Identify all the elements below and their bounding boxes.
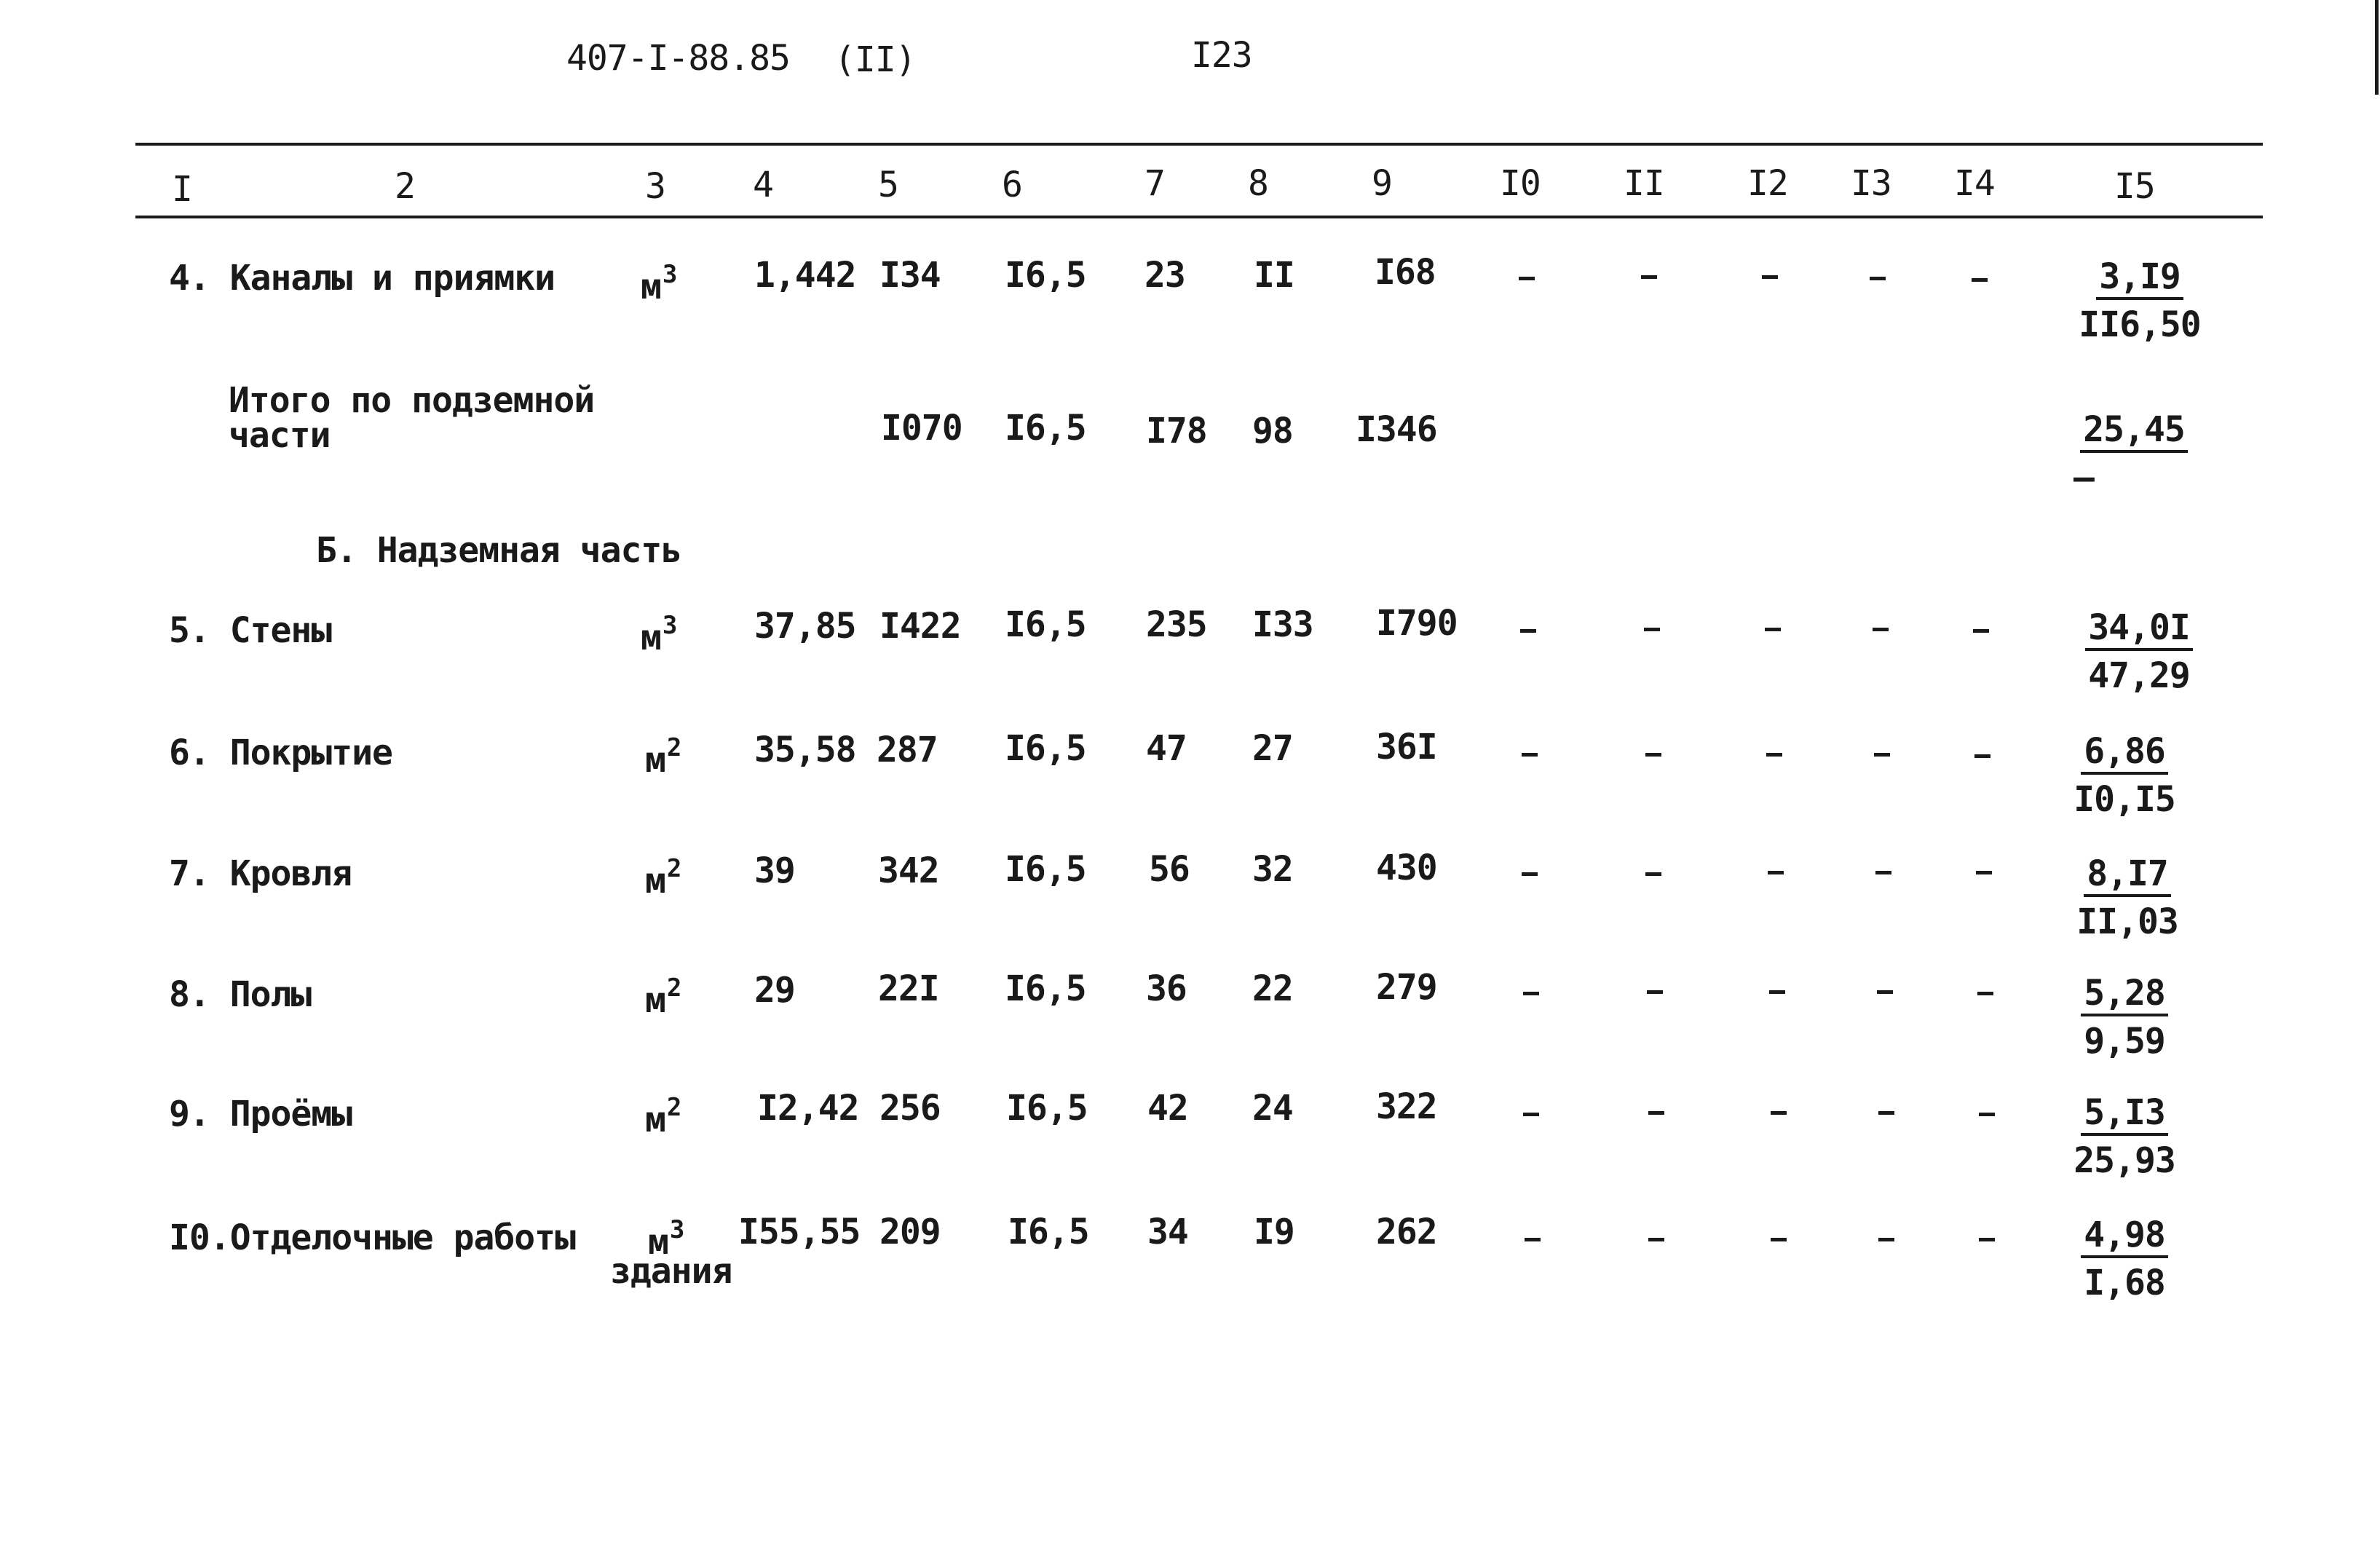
dash-mark bbox=[1771, 1238, 1787, 1241]
col15-fraction bbox=[2052, 1092, 2197, 1181]
dash-mark bbox=[1977, 992, 1993, 995]
col-header-10: I0 bbox=[1500, 163, 1541, 204]
fraction-bottom: II6,50 bbox=[2079, 304, 2201, 345]
row-unit: $м^2$ bbox=[645, 1093, 681, 1140]
col-header-7: 7 bbox=[1144, 163, 1165, 204]
cell-col5: I422 bbox=[879, 606, 961, 647]
dash-mark bbox=[1523, 1113, 1539, 1116]
col15-fraction bbox=[2071, 256, 2209, 345]
col-header-2: 2 bbox=[395, 166, 415, 207]
cell-col5: I34 bbox=[879, 255, 941, 296]
cell-col7: 56 bbox=[1149, 849, 1190, 890]
dash-mark bbox=[1874, 753, 1890, 757]
dash-mark bbox=[1878, 1111, 1894, 1115]
row-label: 6. Покрытие bbox=[169, 732, 392, 773]
dash-mark bbox=[1875, 871, 1891, 874]
col-header-3: 3 bbox=[645, 166, 665, 207]
dash-mark bbox=[1648, 1238, 1664, 1241]
dash-mark bbox=[1762, 275, 1778, 279]
cell-col6: I6,5 bbox=[1006, 1088, 1088, 1129]
fraction-top: 3,I9 bbox=[2096, 259, 2183, 300]
cell-col8: 98 bbox=[1252, 411, 1293, 451]
cell-col6: I6,5 bbox=[1005, 255, 1086, 296]
dash-mark bbox=[1765, 628, 1781, 631]
col15-fraction bbox=[2065, 409, 2203, 498]
fraction-top: 25,45 bbox=[2080, 412, 2188, 453]
cell-col4: 39 bbox=[754, 850, 795, 891]
document-part: (II) bbox=[834, 39, 916, 80]
col-header-14: I4 bbox=[1954, 163, 1995, 204]
dash-mark bbox=[1873, 628, 1889, 631]
dash-mark bbox=[1979, 1113, 1995, 1116]
col-header-4: 4 bbox=[753, 165, 773, 205]
cell-col9: I346 bbox=[1356, 409, 1437, 450]
dash-mark bbox=[1519, 277, 1535, 280]
row-label: I0.Отделочные работы bbox=[169, 1217, 575, 1258]
row-label: 7. Кровля bbox=[169, 853, 352, 894]
dash-mark bbox=[1973, 629, 1989, 633]
dash-mark bbox=[1979, 1238, 1995, 1241]
fraction-bottom: II,03 bbox=[2076, 901, 2178, 942]
table-top-rule bbox=[135, 143, 2263, 146]
dash-mark bbox=[1771, 1111, 1787, 1115]
dash-mark bbox=[1647, 990, 1663, 994]
cell-col6: I6,5 bbox=[1008, 1212, 1089, 1252]
col-header-13: I3 bbox=[1851, 163, 1891, 204]
col-header-6: 6 bbox=[1002, 165, 1022, 205]
cell-col6: I6,5 bbox=[1005, 408, 1086, 449]
cell-col7: 36 bbox=[1146, 968, 1187, 1009]
fraction-bottom: 47,29 bbox=[2088, 655, 2190, 696]
dash-mark bbox=[1976, 871, 1992, 874]
cell-col4: 35,58 bbox=[754, 730, 856, 770]
fraction-top: 5,I3 bbox=[2081, 1095, 2168, 1136]
fraction-bottom: – bbox=[2073, 457, 2094, 498]
cell-col9: 279 bbox=[1376, 967, 1437, 1008]
cell-col5: 342 bbox=[878, 850, 939, 891]
dash-mark bbox=[1768, 871, 1784, 874]
fraction-top: 34,0I bbox=[2085, 610, 2193, 651]
row-unit: $м^3$ bbox=[641, 611, 677, 658]
fraction-top: 4,98 bbox=[2081, 1217, 2168, 1258]
row-label: 5. Стены bbox=[169, 610, 332, 651]
cell-col9: I68 bbox=[1375, 252, 1436, 293]
cell-col8: 22 bbox=[1252, 968, 1293, 1009]
page-number: I23 bbox=[1191, 35, 1252, 76]
dash-mark bbox=[1641, 275, 1657, 279]
dash-mark bbox=[1870, 277, 1886, 280]
row-label-line2: части bbox=[229, 415, 331, 456]
cell-col4: 29 bbox=[754, 970, 795, 1011]
row-unit-line2: здания bbox=[610, 1251, 732, 1292]
row-label: 9. Проёмы bbox=[169, 1094, 352, 1134]
cell-col7: 34 bbox=[1147, 1212, 1188, 1252]
col15-fraction bbox=[2055, 853, 2200, 942]
fraction-bottom: 25,93 bbox=[2073, 1140, 2175, 1181]
col-header-8: 8 bbox=[1248, 163, 1268, 204]
cell-col5: 209 bbox=[879, 1212, 941, 1252]
cell-col9: 322 bbox=[1376, 1086, 1437, 1127]
row-unit: $м^2$ bbox=[645, 733, 681, 781]
dash-mark bbox=[1644, 628, 1660, 631]
cell-col7: 23 bbox=[1144, 255, 1185, 296]
document-code: 407-I-88.85 bbox=[566, 38, 790, 79]
fraction-bottom: 9,59 bbox=[2084, 1021, 2165, 1062]
dash-mark bbox=[1648, 1111, 1664, 1115]
row-unit: $м^3$ bbox=[641, 260, 677, 307]
page-edge-mark bbox=[2375, 0, 2379, 95]
fraction-top: 5,28 bbox=[2081, 976, 2168, 1016]
cell-col5: 256 bbox=[879, 1088, 941, 1129]
cell-col8: 24 bbox=[1252, 1088, 1293, 1129]
fraction-bottom: I,68 bbox=[2084, 1263, 2165, 1303]
row-label: 4. Каналы и приямки bbox=[169, 258, 556, 299]
col15-fraction bbox=[2066, 607, 2212, 696]
fraction-top: 6,86 bbox=[2081, 734, 2168, 775]
cell-col4: I2,42 bbox=[757, 1088, 859, 1129]
col-header-15: I5 bbox=[2114, 166, 2155, 207]
cell-col5: I070 bbox=[881, 408, 962, 449]
cell-col7: 235 bbox=[1146, 604, 1207, 645]
dash-mark bbox=[1522, 872, 1538, 876]
cell-col4: I55,55 bbox=[738, 1212, 861, 1252]
cell-col7: 42 bbox=[1147, 1088, 1188, 1129]
cell-col9: 36I bbox=[1376, 727, 1437, 767]
cell-col8: II bbox=[1254, 255, 1294, 296]
cell-col9: 262 bbox=[1376, 1212, 1437, 1252]
dash-mark bbox=[1522, 753, 1538, 757]
dash-mark bbox=[1769, 990, 1785, 994]
cell-col4: 37,85 bbox=[754, 606, 856, 647]
row-unit: $м^2$ bbox=[645, 974, 681, 1021]
dash-mark bbox=[1766, 753, 1782, 757]
col15-fraction bbox=[2052, 1215, 2197, 1303]
row-label: 8. Полы bbox=[169, 974, 312, 1015]
dash-mark bbox=[1878, 1238, 1894, 1241]
cell-col6: I6,5 bbox=[1005, 604, 1086, 645]
cell-col8: I9 bbox=[1254, 1212, 1294, 1252]
cell-col6: I6,5 bbox=[1005, 968, 1086, 1009]
cell-col6: I6,5 bbox=[1005, 849, 1086, 890]
col-header-9: 9 bbox=[1372, 163, 1392, 204]
col-header-12: I2 bbox=[1747, 163, 1788, 204]
dash-mark bbox=[1523, 992, 1539, 995]
col-header-11: II bbox=[1624, 163, 1664, 204]
fraction-bottom: I0,I5 bbox=[2073, 779, 2175, 820]
cell-col8: 27 bbox=[1252, 728, 1293, 769]
cell-col5: 287 bbox=[877, 730, 938, 770]
cell-col9: 430 bbox=[1376, 848, 1437, 888]
col15-fraction bbox=[2052, 731, 2197, 820]
cell-col8: 32 bbox=[1252, 849, 1293, 890]
section-heading: Б. Надземная часть bbox=[316, 530, 682, 571]
dash-mark bbox=[1645, 872, 1661, 876]
row-unit: $м^2$ bbox=[645, 854, 681, 901]
dash-mark bbox=[1645, 753, 1661, 757]
col-header-5: 5 bbox=[878, 165, 898, 205]
dash-mark bbox=[1877, 990, 1893, 994]
dash-mark bbox=[1974, 754, 1990, 758]
row-unit: $м^3$ bbox=[648, 1215, 684, 1263]
cell-col7: 47 bbox=[1146, 728, 1187, 769]
cell-col7: I78 bbox=[1146, 411, 1207, 451]
cell-col9: I790 bbox=[1376, 603, 1458, 644]
col-header-1: I bbox=[172, 169, 192, 210]
cell-col8: I33 bbox=[1252, 604, 1313, 645]
dash-mark bbox=[1972, 278, 1988, 282]
dash-mark bbox=[1525, 1238, 1541, 1241]
cell-col4: 1,442 bbox=[754, 255, 856, 296]
row-label-line1: Итого по подземной bbox=[229, 380, 595, 421]
col15-fraction bbox=[2052, 973, 2197, 1062]
cell-col5: 22I bbox=[878, 968, 939, 1009]
dash-mark bbox=[1520, 629, 1536, 633]
table-header-rule bbox=[135, 216, 2263, 218]
fraction-top: 8,I7 bbox=[2084, 856, 2171, 897]
cell-col6: I6,5 bbox=[1005, 728, 1086, 769]
